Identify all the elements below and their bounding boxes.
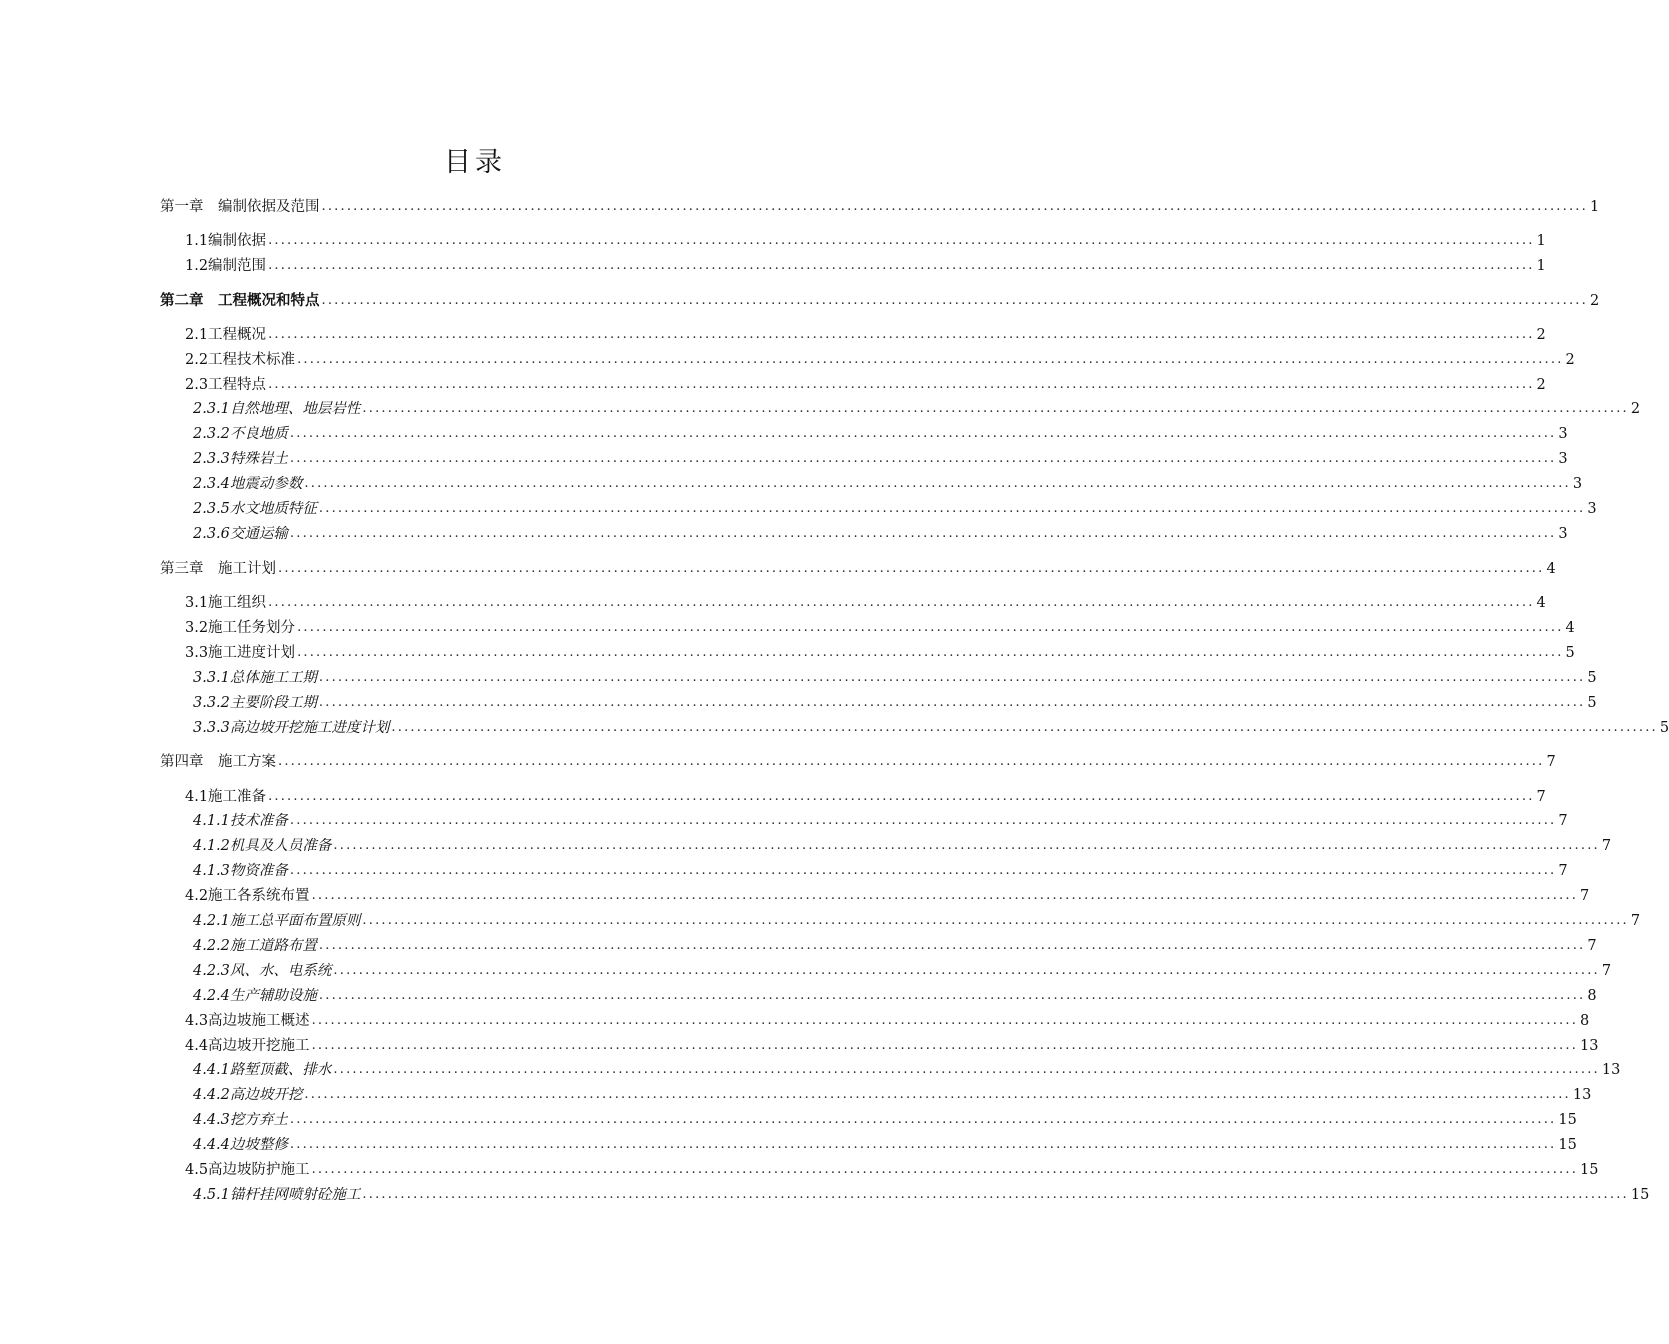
toc-entry-label: 3.3.1总体施工工期 <box>193 670 317 686</box>
toc-page-number: 4 <box>1546 561 1556 577</box>
toc-dot-leader: ........................................................................................................................................................................................................ <box>311 1013 1579 1028</box>
toc-page-number: 2 <box>1536 327 1546 343</box>
toc-entry-label: 3.3.2主要阶段工期 <box>193 695 317 711</box>
toc-entry-label: 4.3高边坡施工概述 <box>185 1013 310 1029</box>
toc-dot-leader: ........................................................................................................................................................................................................ <box>318 988 1586 1003</box>
toc-dot-leader: ........................................................................................................................................................................................................ <box>289 426 1557 441</box>
toc-entry-label: 4.5.1锚杆挂网喷射砼施工 <box>193 1187 361 1203</box>
toc-page-number: 2 <box>1630 401 1641 417</box>
toc-page-number: 2 <box>1536 377 1546 393</box>
toc-entry[interactable] <box>160 751 1556 773</box>
toc-page-number: 8 <box>1580 1013 1590 1029</box>
toc-entry[interactable] <box>193 985 1597 1007</box>
toc-entry[interactable] <box>193 960 1612 982</box>
toc-page-number: 7 <box>1587 938 1597 954</box>
toc-page-number: 7 <box>1630 913 1641 929</box>
toc-entry[interactable] <box>193 1059 1621 1081</box>
toc-page-number: 2 <box>1565 352 1575 368</box>
toc-entry-label: 4.1.3物资准备 <box>193 863 288 879</box>
toc-entry[interactable] <box>185 1159 1599 1181</box>
toc-entry-label: 2.3工程特点 <box>185 377 267 393</box>
toc-entry[interactable] <box>193 810 1568 832</box>
toc-dot-leader: ........................................................................................................................................................................................................ <box>278 561 1545 576</box>
toc-dot-leader: ........................................................................................................................................................................................................ <box>333 1062 1600 1077</box>
toc-entry[interactable] <box>160 290 1600 312</box>
toc-entry-label: 4.4.4边坡整修 <box>193 1137 288 1153</box>
toc-page-number: 7 <box>1601 838 1612 854</box>
toc-entry[interactable] <box>193 910 1641 932</box>
toc-entry[interactable] <box>185 885 1590 907</box>
toc-entry[interactable] <box>185 374 1546 396</box>
toc-dot-leader: ........................................................................................................................................................................................................ <box>289 1112 1557 1127</box>
toc-dot-leader: ........................................................................................................................................................................................................ <box>362 913 1629 928</box>
toc-entry[interactable] <box>185 642 1575 664</box>
toc-entry-label: 第二章 工程概况和特点 <box>160 292 320 309</box>
toc-entry-label: 3.3施工进度计划 <box>185 645 296 661</box>
toc-entry-label: 4.4高边坡开挖施工 <box>185 1038 310 1054</box>
toc-page-number: 7 <box>1546 754 1556 770</box>
toc-page-number: 5 <box>1659 720 1669 736</box>
toc-page-number: 3 <box>1558 426 1568 442</box>
toc-entry[interactable] <box>185 1010 1590 1032</box>
toc-page-number: 8 <box>1587 988 1597 1004</box>
toc-dot-leader: ........................................................................................................................................................................................................ <box>311 1162 1579 1177</box>
toc-entry-label: 3.1施工组织 <box>185 595 267 611</box>
toc-entry[interactable] <box>193 1109 1577 1131</box>
toc-page-number: 5 <box>1587 670 1597 686</box>
toc-entry-label: 2.3.2不良地质 <box>193 426 288 442</box>
toc-entry[interactable] <box>193 717 1669 739</box>
toc-dot-leader: ........................................................................................................................................................................................................ <box>289 863 1557 878</box>
toc-page-number: 5 <box>1587 695 1597 711</box>
toc-entry-label: 3.2施工任务划分 <box>185 620 296 636</box>
toc-page-number: 1 <box>1589 199 1600 215</box>
toc-entry-label: 4.1.1技术准备 <box>193 813 288 829</box>
toc-entry[interactable] <box>185 617 1575 639</box>
toc-entry-label: 4.2.2施工道路布置 <box>193 938 317 954</box>
toc-dot-leader: ........................................................................................................................................................................................................ <box>289 813 1557 828</box>
toc-dot-leader: ........................................................................................................................................................................................................ <box>311 1038 1579 1053</box>
toc-entry-label: 4.1施工准备 <box>185 789 267 805</box>
toc-entry-label: 1.2编制范围 <box>185 258 267 274</box>
toc-entry-label: 2.3.1自然地理、地层岩性 <box>193 401 361 417</box>
toc-dot-leader: ........................................................................................................................................................................................................ <box>289 1137 1557 1152</box>
toc-dot-leader: ........................................................................................................................................................................................................ <box>321 199 1588 214</box>
toc-entry-label: 4.4.1路堑顶截、排水 <box>193 1062 332 1078</box>
toc-page-number: 15 <box>1558 1112 1577 1128</box>
toc-dot-leader: ........................................................................................................................................................................................................ <box>268 233 1535 248</box>
toc-entry[interactable] <box>193 1134 1577 1156</box>
toc-dot-leader: ........................................................................................................................................................................................................ <box>362 401 1629 416</box>
toc-page-number: 15 <box>1558 1137 1577 1153</box>
toc-dot-leader: ........................................................................................................................................................................................................ <box>268 789 1535 804</box>
toc-dot-leader: ........................................................................................................................................................................................................ <box>318 938 1586 953</box>
toc-entry[interactable] <box>185 255 1546 277</box>
toc-entry-label: 4.1.2机具及人员准备 <box>193 838 332 854</box>
toc-entry-label: 2.1工程概况 <box>185 327 267 343</box>
toc-entry[interactable] <box>193 398 1641 420</box>
toc-dot-leader: ........................................................................................................................................................................................................ <box>289 526 1557 541</box>
toc-entry[interactable] <box>185 592 1546 614</box>
toc-page-number: 13 <box>1580 1038 1599 1054</box>
toc-entry[interactable] <box>193 692 1597 714</box>
toc-dot-leader: ........................................................................................................................................................................................................ <box>391 720 1658 735</box>
toc-dot-leader: ........................................................................................................................................................................................................ <box>278 754 1545 769</box>
toc-entry-label: 2.3.3特殊岩土 <box>193 451 288 467</box>
toc-entry[interactable] <box>185 349 1575 371</box>
toc-page-number: 3 <box>1558 526 1568 542</box>
toc-entry-label: 4.4.3挖方弃土 <box>193 1112 288 1128</box>
toc-entry[interactable] <box>185 786 1546 808</box>
toc-entry-label: 2.3.5水文地质特征 <box>193 501 317 517</box>
toc-entry[interactable] <box>185 324 1546 346</box>
toc-entry-label: 第三章 施工计划 <box>160 561 276 577</box>
toc-entry[interactable] <box>193 1184 1650 1206</box>
toc-entry[interactable] <box>185 230 1546 252</box>
toc-entry-label: 第一章 编制依据及范围 <box>160 199 320 215</box>
toc-entry[interactable] <box>193 860 1568 882</box>
toc-dot-leader: ........................................................................................................................................................................................................ <box>318 670 1586 685</box>
toc-page-number: 3 <box>1558 451 1568 467</box>
toc-dot-leader: ........................................................................................................................................................................................................ <box>321 293 1588 308</box>
toc-dot-leader: ........................................................................................................................................................................................................ <box>268 327 1535 342</box>
toc-entry-label: 4.2.3风、水、电系统 <box>193 963 332 979</box>
toc-entry[interactable] <box>193 448 1568 470</box>
toc-dot-leader: ........................................................................................................................................................................................................ <box>333 963 1600 978</box>
toc-entry-label: 4.2.1施工总平面布置原则 <box>193 913 361 929</box>
toc-entry-label: 第四章 施工方案 <box>160 754 276 770</box>
toc-dot-leader: ........................................................................................................................................................................................................ <box>289 451 1557 466</box>
toc-dot-leader: ........................................................................................................................................................................................................ <box>268 377 1535 392</box>
toc-page-number: 7 <box>1558 863 1568 879</box>
toc-page-number: 7 <box>1601 963 1612 979</box>
toc-dot-leader: ........................................................................................................................................................................................................ <box>318 501 1586 516</box>
toc-dot-leader: ........................................................................................................................................................................................................ <box>304 1087 1571 1102</box>
toc-page-number: 3 <box>1587 501 1597 517</box>
toc-entry-label: 2.3.6交通运输 <box>193 526 288 542</box>
toc-entry-label: 4.2.4生产辅助设施 <box>193 988 317 1004</box>
toc-entry-label: 1.1编制依据 <box>185 233 267 249</box>
toc-dot-leader: ........................................................................................................................................................................................................ <box>297 620 1564 635</box>
toc-dot-leader: ........................................................................................................................................................................................................ <box>318 695 1586 710</box>
toc-entry[interactable] <box>185 1035 1599 1057</box>
toc-page-number: 7 <box>1580 888 1590 904</box>
toc-page-number: 13 <box>1572 1087 1592 1103</box>
toc-page-number: 3 <box>1572 476 1583 492</box>
toc-page-number: 4 <box>1565 620 1575 636</box>
toc-dot-leader: ........................................................................................................................................................................................................ <box>268 258 1535 273</box>
toc-entry[interactable] <box>193 667 1597 689</box>
toc-entry[interactable] <box>193 835 1612 857</box>
toc-dot-leader: ........................................................................................................................................................................................................ <box>304 476 1571 491</box>
toc-entry[interactable] <box>160 558 1556 580</box>
toc-entry[interactable] <box>193 1084 1592 1106</box>
toc-dot-leader: ........................................................................................................................................................................................................ <box>311 888 1579 903</box>
toc-dot-leader: ........................................................................................................................................................................................................ <box>333 838 1600 853</box>
toc-page-number: 15 <box>1630 1187 1650 1203</box>
toc-page-number: 5 <box>1565 645 1575 661</box>
toc-page-number: 2 <box>1589 293 1600 309</box>
toc-page-number: 1 <box>1536 233 1546 249</box>
toc-page-number: 15 <box>1580 1162 1599 1178</box>
toc-entry[interactable] <box>193 935 1597 957</box>
toc-dot-leader: ........................................................................................................................................................................................................ <box>268 595 1535 610</box>
toc-dot-leader: ........................................................................................................................................................................................................ <box>297 645 1564 660</box>
toc-dot-leader: ........................................................................................................................................................................................................ <box>297 352 1564 367</box>
toc-entry-label: 4.4.2高边坡开挖 <box>193 1087 303 1103</box>
toc-entry-label: 4.5高边坡防护施工 <box>185 1162 310 1178</box>
toc-entry-label: 2.3.4地震动参数 <box>193 476 303 492</box>
toc-page-number: 13 <box>1601 1062 1621 1078</box>
toc-entry-label: 4.2施工各系统布置 <box>185 888 310 904</box>
toc-entry[interactable] <box>193 498 1597 520</box>
toc-entry[interactable] <box>193 523 1568 545</box>
toc-entry-label: 3.3.3高边坡开挖施工进度计划 <box>193 720 390 736</box>
toc-page-number: 7 <box>1558 813 1568 829</box>
toc-entry[interactable] <box>160 196 1600 218</box>
page-title: 目录 <box>444 147 506 178</box>
toc-page-number: 4 <box>1536 595 1546 611</box>
toc-entry-label: 2.2工程技术标准 <box>185 352 296 368</box>
toc-dot-leader: ........................................................................................................................................................................................................ <box>362 1187 1629 1202</box>
toc-page-number: 1 <box>1536 258 1546 274</box>
toc-page-number: 7 <box>1536 789 1546 805</box>
toc-entry[interactable] <box>193 423 1568 445</box>
toc-entry[interactable] <box>193 473 1583 495</box>
